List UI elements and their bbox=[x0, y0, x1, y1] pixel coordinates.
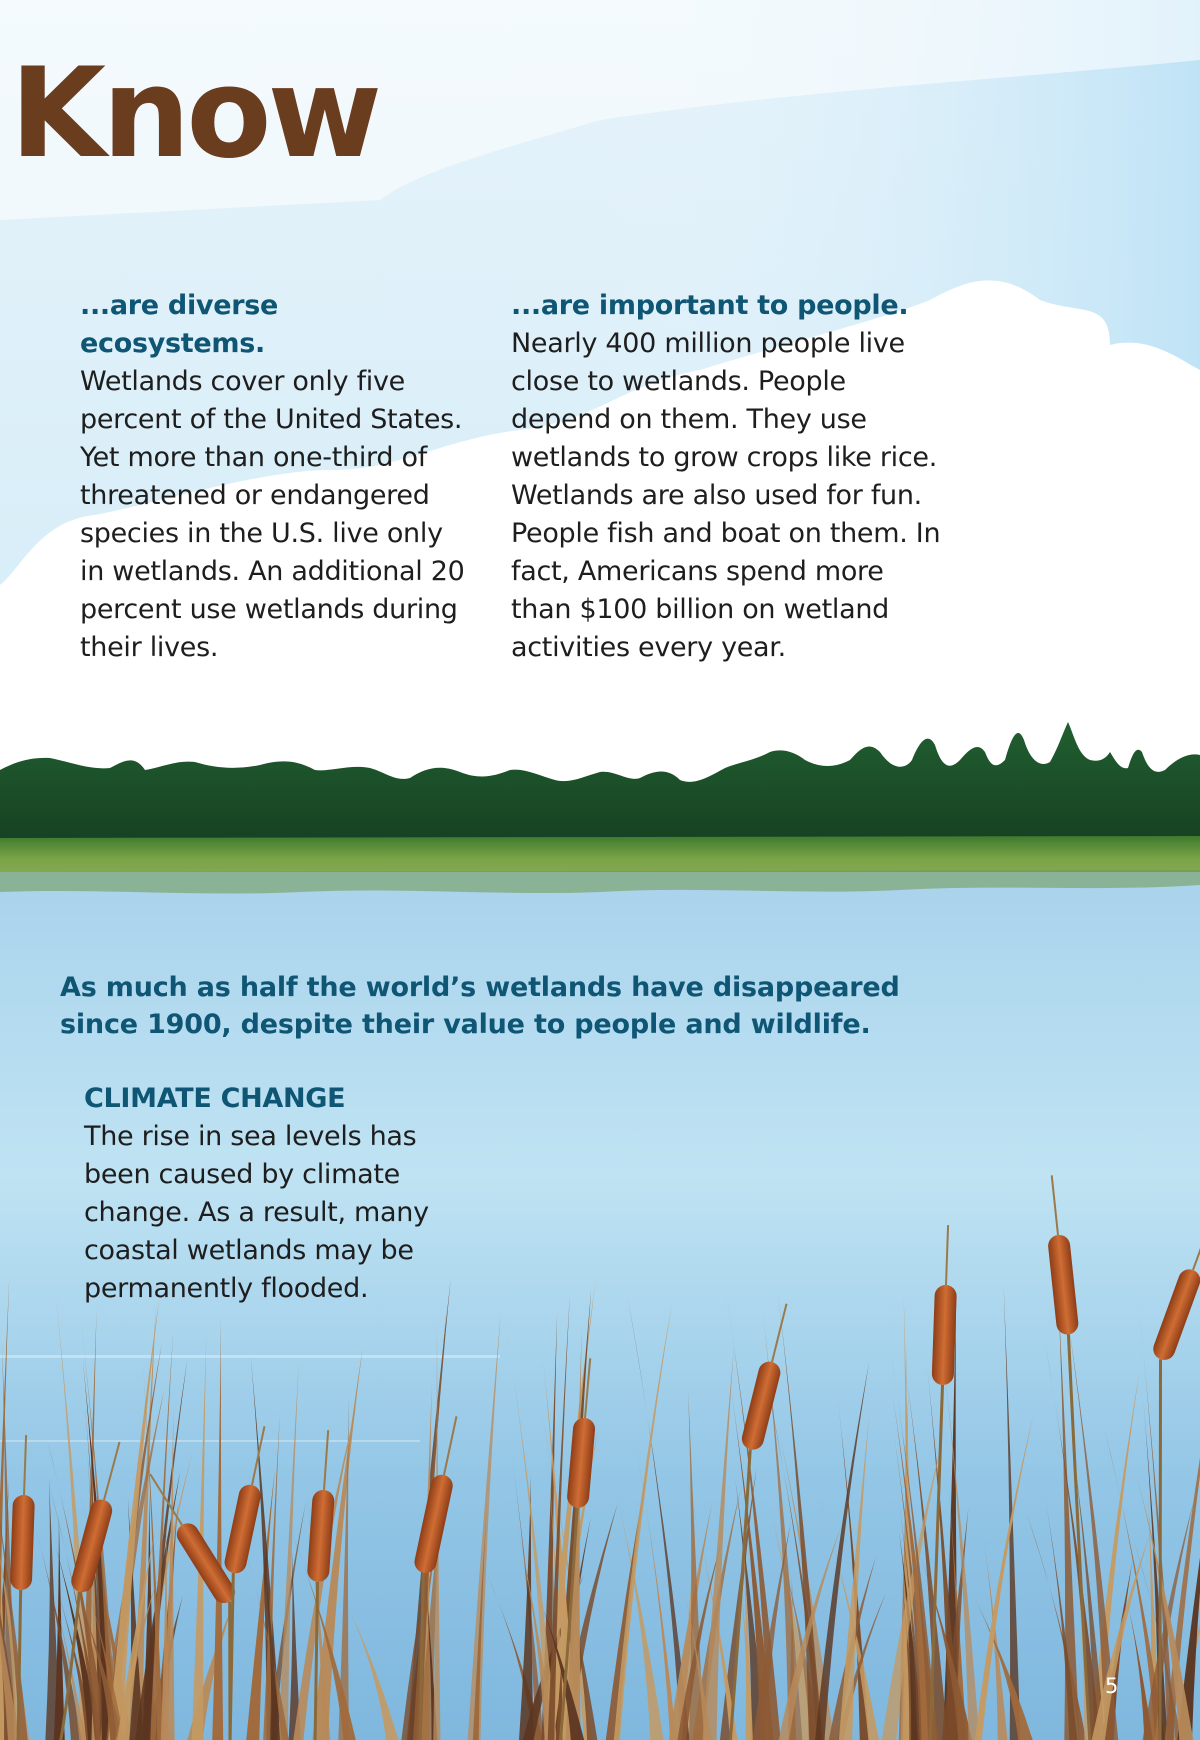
cattail-stem bbox=[1160, 1359, 1161, 1740]
column-heading: ...are diverse ecosystems. bbox=[80, 290, 279, 359]
climate-change-box bbox=[84, 1080, 464, 1308]
page-title: Know bbox=[10, 42, 379, 186]
column-diverse-ecosystems bbox=[80, 287, 470, 667]
column-heading: ...are important to people. bbox=[511, 290, 909, 321]
climate-body: The rise in sea levels has been caused by climate change. As a result, many coastal wetlands may be permanently flooded. bbox=[84, 1121, 429, 1304]
climate-heading: CLIMATE CHANGE bbox=[84, 1083, 346, 1114]
water-shimmer bbox=[0, 1440, 420, 1442]
column-body: Wetlands cover only five percent of the United States. Yet more than one-third of threatened or endangered species in the U.S. live only in wetlands. An additional 20 percent use wetlands during their lives. bbox=[80, 366, 465, 663]
column-important-to-people bbox=[511, 287, 951, 667]
column-body: Nearly 400 million people live close to wetlands. People depend on them. They use wetlands to grow crops like rice. Wetlands are also used for fun. People fish and boat on them. In fact, Americans spend more than $100 billion on wetland activities every year. bbox=[511, 328, 941, 663]
cattail-head bbox=[10, 1495, 35, 1591]
callout-text: As much as half the world’s wetlands have disappeared since 1900, despite their value to people and wildlife. bbox=[60, 972, 900, 1040]
water-shimmer bbox=[0, 1355, 500, 1358]
cattail-head bbox=[932, 1285, 957, 1386]
page-number: 5 bbox=[1105, 1674, 1119, 1698]
